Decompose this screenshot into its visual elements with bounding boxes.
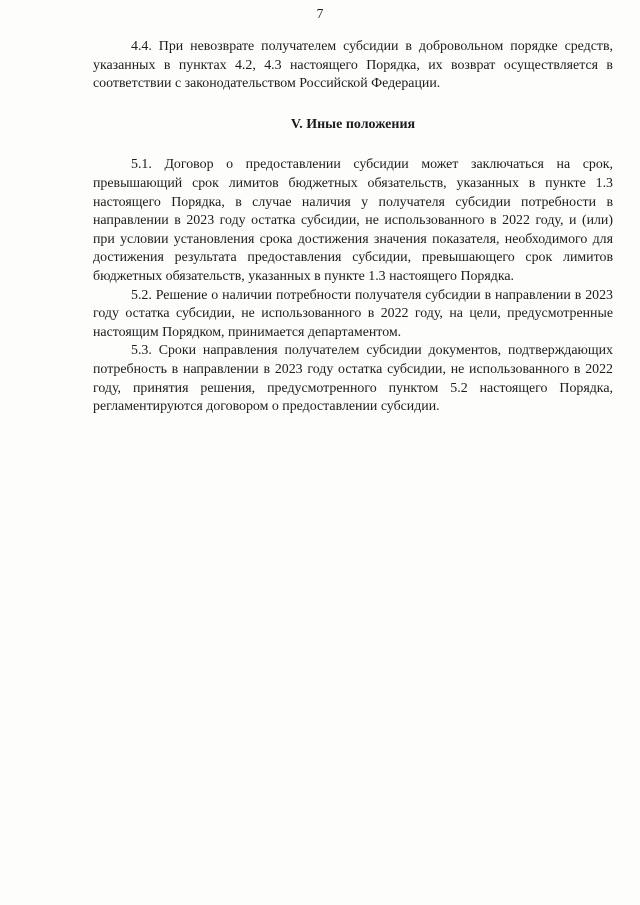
document-body: [93, 38, 613, 417]
section-heading: V. Иные положения: [290, 116, 416, 132]
page-number: 7: [316, 6, 324, 21]
clause-5-1: 5.1. Договор о предоставлении субсидии может заключаться на срок, превышающий срок лимитов бюджетных обязательств, указанных в пункте 1.3 настоящего Порядка, в случае наличия у получателя субсидии потребности в направлении в 2023 году остатка субсидии, не использованного в 2022 году, и (или) при условии установления срока достижения значения показателя, необходимого для достижения результата предоставления субсидии, превышающего срок лимитов бюджетных обязательств, указанных в пункте 1.3 настоящего Порядка.: [93, 157, 613, 284]
clause-5-3: 5.3. Сроки направления получателем субсидии документов, подтверждающих потребность в направлении в 2023 году остатка субсидии, не использованного в 2022 году, принятия решения, предусмотренного пунктом 5.2 настоящего Порядка, регламентируются договором о предоставлении субсидии.: [93, 343, 613, 415]
clause-4-4: 4.4. При невозврате получателем субсидии в добровольном порядке средств, указанных в пунктах 4.2, 4.3 настоящего Порядка, их возврат осуществляется в соответствии с законодательством Российской Федерации.: [93, 39, 613, 92]
clause-5-2: 5.2. Решение о наличии потребности получателя субсидии в направлении в 2023 году остатка субсидии, не использованного в 2022 году, на цели, предусмотренные настоящим Порядком, принимается департаментом.: [93, 287, 613, 340]
